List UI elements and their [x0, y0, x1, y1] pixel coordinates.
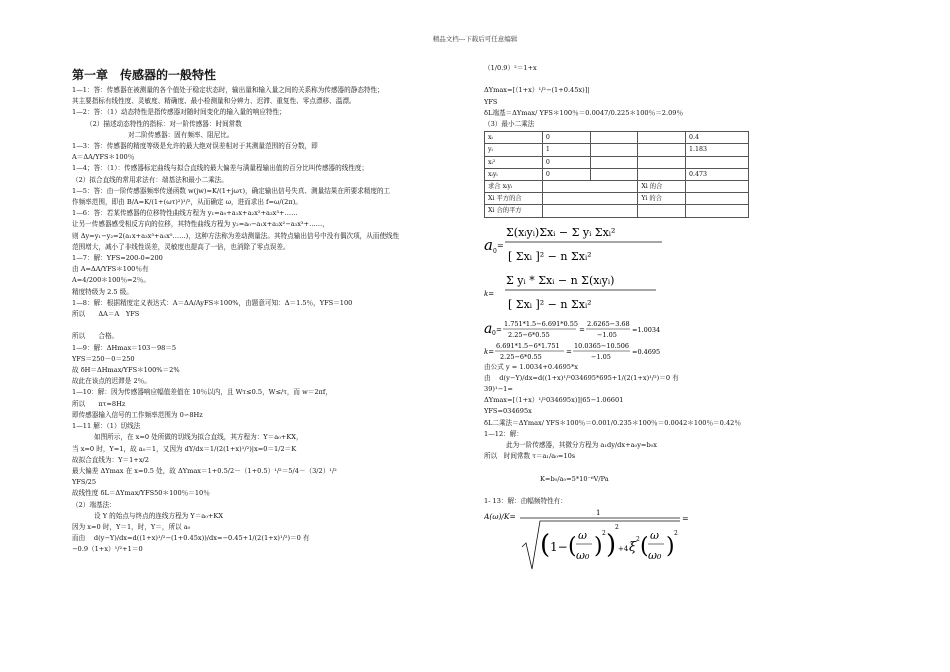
left-lines-line: 1—10：解：因为传感器响应幅值差值在 10％以内，且 Wτ≤0.5，W≤/τ，而 w＝2πf，	[72, 388, 332, 397]
formula-amp-one: 1−	[550, 540, 568, 555]
table-sum-cell	[638, 205, 686, 217]
left-lines-line: 让另一传感器感受相反方向的位移，其特性曲线方程为 y₂=a₀−a₁x+a₂x²−a₃x³+……，	[72, 220, 329, 229]
left-lines-line: A＝ΔA/YFS＊100％	[72, 153, 135, 162]
left-lines-line: 1—4；答：（1）：传感器标定曲线与拟合直线的最大偏差与满量程输出值的百分比叫传感器的线性度；	[72, 164, 369, 173]
left-lines-line: 所以 ΔA＝A YFS	[72, 310, 140, 319]
calc-a0-eq2: =	[579, 325, 585, 334]
left-lines-line: 1—2：答：（1）动态特性是指传感器对随时间变化的输入量的响应特性；	[72, 108, 286, 117]
calc-k-num2: 10.0365−10.506	[574, 341, 630, 350]
left-lines-line: 其主要指标有线性度、灵敏度、精确度、最小检测量和分辨力、迟滞、重复性、零点漂移、温漂。	[72, 97, 356, 106]
formula-amp-omega0-b: ω₀	[648, 549, 662, 563]
left-lines-line: 故 δH＝ΔHmax/YFS＊100%＝2%	[72, 366, 180, 375]
table-cell	[638, 144, 686, 156]
left-lines-line: 因为 x=0 时，Y＝1，时，Y＝，所以 a₀	[72, 522, 191, 531]
calc-a0-num1: 1.751*1.5−6.691*0.55	[504, 319, 578, 328]
calc-a0-num2: 2.6265−3.68	[587, 319, 630, 328]
formula-amp-plus4: +4	[618, 545, 629, 554]
calc-a0	[484, 318, 754, 340]
right-mid-line: 此为一阶传感器，其微分方程为 a₁dy/dx+a₀y=b₀x	[506, 441, 658, 450]
left-lines-line: 对二阶传感器：固有频率、阻尼比。	[128, 130, 234, 139]
left-lines-line: 故线性度 δL＝ΔYmax/YFS50＊100％＝10％	[72, 489, 210, 498]
table-cell	[590, 144, 638, 156]
left-lines-line: 1—8：解：根据精度定义表达式：A＝ΔA/AyFS＊100%，由题意可知：Δ＝1.5％，YFS＝100	[72, 298, 353, 307]
calc-k-result: =0.4695	[632, 347, 661, 356]
left-lines-line: A=4/200＊100％=2％。	[72, 276, 150, 285]
formula-amp-numerator: 1	[596, 509, 601, 518]
calc-k-eq2: =	[566, 347, 572, 356]
formula-a0-sub: 0	[493, 247, 497, 255]
table-sum-cell: Xi 的合	[638, 181, 686, 193]
formula-a0-eq: =	[497, 240, 504, 250]
table-cell	[638, 168, 686, 180]
formula-amp-sq2: 2	[615, 524, 619, 532]
left-lines-line: YFS＝250－0＝250	[72, 354, 135, 363]
table-sum-cell: 求合 xᵢyᵢ	[485, 181, 543, 193]
table-cell	[638, 132, 686, 144]
calc-k-den1: 2.25−6*0.55	[500, 352, 542, 361]
formula-amp-eq: =	[682, 514, 689, 524]
left-lines-line: 1—1：答：传感器在被测量的各个值处于稳定状态时，输出量和输入量之间的关系称为传感器的静态特性；	[72, 86, 384, 94]
formula-a0-lhs: a	[484, 235, 493, 254]
table-sum-cell	[686, 193, 749, 205]
calc-k-svg	[484, 340, 754, 362]
calc-a0-lhs: a	[484, 320, 493, 337]
table-sum-cell: Xi 平方的合	[485, 193, 543, 205]
formula-amp-xi: ξ	[629, 540, 637, 556]
table-sum-cell	[542, 193, 637, 205]
formula-k	[484, 270, 754, 318]
table-row	[485, 168, 749, 180]
left-lines-line: 即传感器输入信号的工作频率范围为 0∽8Hz	[72, 410, 203, 419]
table-cell: 1.183	[686, 144, 749, 156]
formula-amp-omega: ω	[578, 529, 587, 543]
right-top-line: ΔYmax=[（1+x）¹/²−(1+0.45x)]|	[484, 86, 590, 95]
left-lines-line: 范围增大，减小了非线性误差，灵敏度也提高了一倍，也消除了零点误差。	[72, 242, 290, 251]
table-cell: 0	[542, 156, 590, 168]
table-cell	[590, 156, 638, 168]
right-column	[484, 63, 754, 573]
table-cell: 0	[542, 132, 590, 144]
left-lines-line: （2）端基法：	[72, 500, 116, 509]
table-cell: xᵢ	[485, 132, 543, 144]
right-top-text	[484, 63, 754, 130]
table-sum-row	[485, 181, 749, 193]
table-sum-cell: Yi 的合	[638, 193, 686, 205]
table-cell: yᵢ	[485, 144, 543, 156]
table-sum-cell	[686, 205, 749, 217]
table-row	[485, 144, 749, 156]
left-lines-line: 1—11 解：（1）切线法	[72, 422, 141, 431]
calc-a0-result: =1.0034	[632, 325, 661, 334]
right-top-line: δL端基＝ΔYmax/ YFS＊100％＝0.0047/0.225＊100％＝2.09％	[484, 108, 684, 117]
formula-amp-rbracket: )	[606, 530, 617, 561]
left-lines-line: 最大偏差 ΔYmax 在 x=0.5 处，故 ΔYmax＝1+0.5/2－（1+0.5）¹/²＝5/4－（3/2）¹/²	[72, 466, 337, 475]
left-text-block	[72, 85, 472, 556]
formula-amp-sq3: 2	[636, 536, 640, 544]
calc-a0-eq: =	[496, 325, 502, 334]
left-lines-line: 设 Y 的始点与终点的连线方程为 Y＝a₀+KX	[94, 511, 224, 520]
right-mid-line: 1- 13：解：由幅频特性有：	[484, 497, 567, 506]
left-lines-line: 而由 d(y−Y)/dx=d((1+x)¹/²−(1+0.45x))/dx=−0.45+1/(2(1+x)¹/²)＝0 有	[72, 534, 310, 543]
left-lines-line: 由 A=ΔA/YFS＊100％有	[72, 265, 149, 274]
left-lines-line: 精度特级为 2.5 级。	[72, 287, 133, 296]
table-sum-row	[485, 193, 749, 205]
formula-k-svg	[484, 270, 754, 318]
left-lines-line: 故此在该点的迟滞是 2％。	[72, 377, 151, 386]
formula-k-denominator: [ Σxᵢ ]² − n Σxᵢ²	[508, 297, 592, 311]
left-lines-line: 故拟合直线为：Y＝1+x/2	[72, 455, 149, 464]
table-cell: 1	[542, 144, 590, 156]
right-mid-line	[484, 485, 754, 496]
left-lines-line: （2）拟合直线的常用求法有：端基法和最小二乘法。	[72, 175, 228, 184]
calc-a0-svg	[484, 318, 754, 340]
formula-amp-sq4: 2	[674, 530, 678, 538]
table-cell: 0.4	[686, 132, 749, 144]
calc-k	[484, 340, 754, 362]
left-lines-line: 1—6：答：若某传感器的位移特性曲线方程为 y₁=a₀+a₁x+a₂x²+a₃x³+……	[72, 209, 298, 218]
left-lines-line: −0.9（1+x）¹/²+1＝0	[72, 545, 143, 554]
formula-amp-sq1: 2	[602, 530, 606, 538]
table-cell	[638, 156, 686, 168]
formula-amp-lhs: A(ω)/K=	[484, 512, 516, 522]
table-row	[485, 132, 749, 144]
left-lines-line: 作频率范围，即由 B/A=K/(1+(ωτ)²)¹/²，从而确定 ω，进而求出 f=ω/(2π)。	[72, 198, 302, 207]
table-cell	[590, 132, 638, 144]
right-top-line: YFS	[484, 97, 498, 106]
table-cell: xᵢ²	[485, 156, 543, 168]
right-mid-line: 所以 时间常数 τ＝a₁/a₀=10s	[484, 452, 576, 461]
right-mid-line: 1—12：解：	[484, 429, 523, 438]
table-sum-cell	[686, 181, 749, 193]
left-lines-line: 当 x=0 时，Y=1，故 a₀＝1，又因为 dY/dx＝1/(2(1+x)¹/²)|x=0＝1/2＝K	[72, 444, 297, 453]
calc-a0-den1: 2.25−6*0.55	[508, 330, 550, 339]
formula-amp-lparen: (	[568, 534, 577, 560]
calc-k-den2: −1.05	[591, 352, 611, 361]
left-lines-line	[72, 320, 472, 331]
calc-a0-sub: 0	[492, 329, 496, 337]
formula-a0-numerator: Σ(xᵢyᵢ)Σxᵢ − Σ yᵢ Σxᵢ²	[506, 225, 616, 239]
formula-a0-denominator: [ Σxᵢ ]² − n Σxᵢ²	[508, 249, 592, 263]
left-lines-line: 1—5：答：由一阶传感器频率传递函数 w(jw)=K/(1+jωτ)，确定输出信号失真、测量结果在所要求精度的工	[72, 186, 391, 195]
table-sum-cell: Xi 合的平方	[485, 205, 543, 217]
table-cell: 0	[542, 168, 590, 180]
right-mid-line: 由 d(y−Y)/dx=d((1+x)¹/²034695*695+1/(2(1+x)¹/²)＝0 有	[484, 373, 679, 382]
left-lines-line: 1—9：解：ΔHmax＝103－98＝5	[72, 343, 177, 352]
right-mid-line	[484, 462, 754, 473]
table-sum-cell	[542, 181, 637, 193]
left-lines-line: YFS/25	[72, 478, 97, 487]
right-mid-line: K=b₀/a₀=5*10⁻⁶V/Pa	[540, 474, 609, 483]
left-lines-line: 1—3：答：传感器的精度等级是允许的最大绝对误差相对于其测量范围的百分数，即	[72, 142, 318, 151]
formula-amp-rparen: )	[594, 534, 603, 560]
formula-amp-rparen2: )	[666, 534, 675, 560]
formula-amp-lbracket: (	[540, 530, 551, 561]
left-column	[72, 66, 472, 556]
formula-a0	[484, 220, 754, 270]
formula-amplitude	[484, 507, 754, 573]
right-mid-line: 39)¹−1=	[484, 385, 513, 394]
table-cell	[590, 168, 638, 180]
right-top-line	[484, 74, 754, 85]
left-lines-line: 则 Δy=y₁−y₂=2(a₁x+a₃x³+a₅x⁵……)，这种方法称为差动测量法。其特点输出信号中没有偶次项，从而使线性	[72, 231, 400, 240]
right-mid-line: 由公式 y = 1.0034+0.4695*x	[484, 362, 579, 371]
formula-k-lhs: k=	[484, 289, 495, 298]
table-sum-row	[485, 205, 749, 217]
formula-amplitude-svg	[484, 507, 754, 573]
left-lines-line: 1—7：解：YFS=200-0=200	[72, 254, 163, 263]
table-cell	[686, 156, 749, 168]
table-cell: 0.473	[686, 168, 749, 180]
right-mid-line: YFS=034695x	[484, 407, 532, 416]
table-sum-cell	[542, 205, 637, 217]
right-top-line: （3）最小二乘法	[484, 120, 535, 129]
right-mid-line: ΔYmax=[（1+x）¹/²034695x)]|65−1.06601	[484, 396, 624, 405]
calc-k-num1: 6.691*1.5−6*1.751	[496, 341, 560, 350]
left-lines-line: 如图所示，在 x=0 处所做的切线为拟合直线，其方程为：Y＝a₀+KX，	[94, 433, 303, 442]
page-header: 精品文档---下载后可任意编辑	[432, 35, 518, 43]
calc-k-lhs: k=	[484, 347, 495, 356]
formula-amp-omega0: ω₀	[576, 549, 590, 563]
right-mid-line: δL二乘法＝ΔYmax/ YFS＊100％＝0.001/0.235＊100％＝0.0042＊100％＝0.42％	[484, 418, 741, 427]
table-cell: xᵢyᵢ	[485, 168, 543, 180]
least-squares-table	[484, 131, 749, 217]
formula-k-numerator: Σ yᵢ * Σxᵢ − n Σ(xᵢyᵢ)	[506, 273, 615, 287]
chapter-title: 第一章 传感器的一般特性	[72, 68, 217, 82]
right-mid-text	[484, 362, 754, 508]
left-lines-line: （2）描述动态特性的指标：对一阶传感器：时间常数	[86, 119, 242, 128]
formula-amp-omega-b: ω	[650, 529, 659, 543]
left-lines-line: 所以 合格。	[72, 332, 119, 341]
left-lines-line: 所以 πτ≈8Hz	[72, 399, 126, 408]
formula-a0-svg	[484, 220, 754, 270]
calc-a0-den2: −1.05	[597, 330, 617, 339]
table-row	[485, 156, 749, 168]
formula-amp-lparen2: (	[640, 534, 649, 560]
right-top-line: （1/0.9）²＝1+x	[484, 64, 537, 72]
